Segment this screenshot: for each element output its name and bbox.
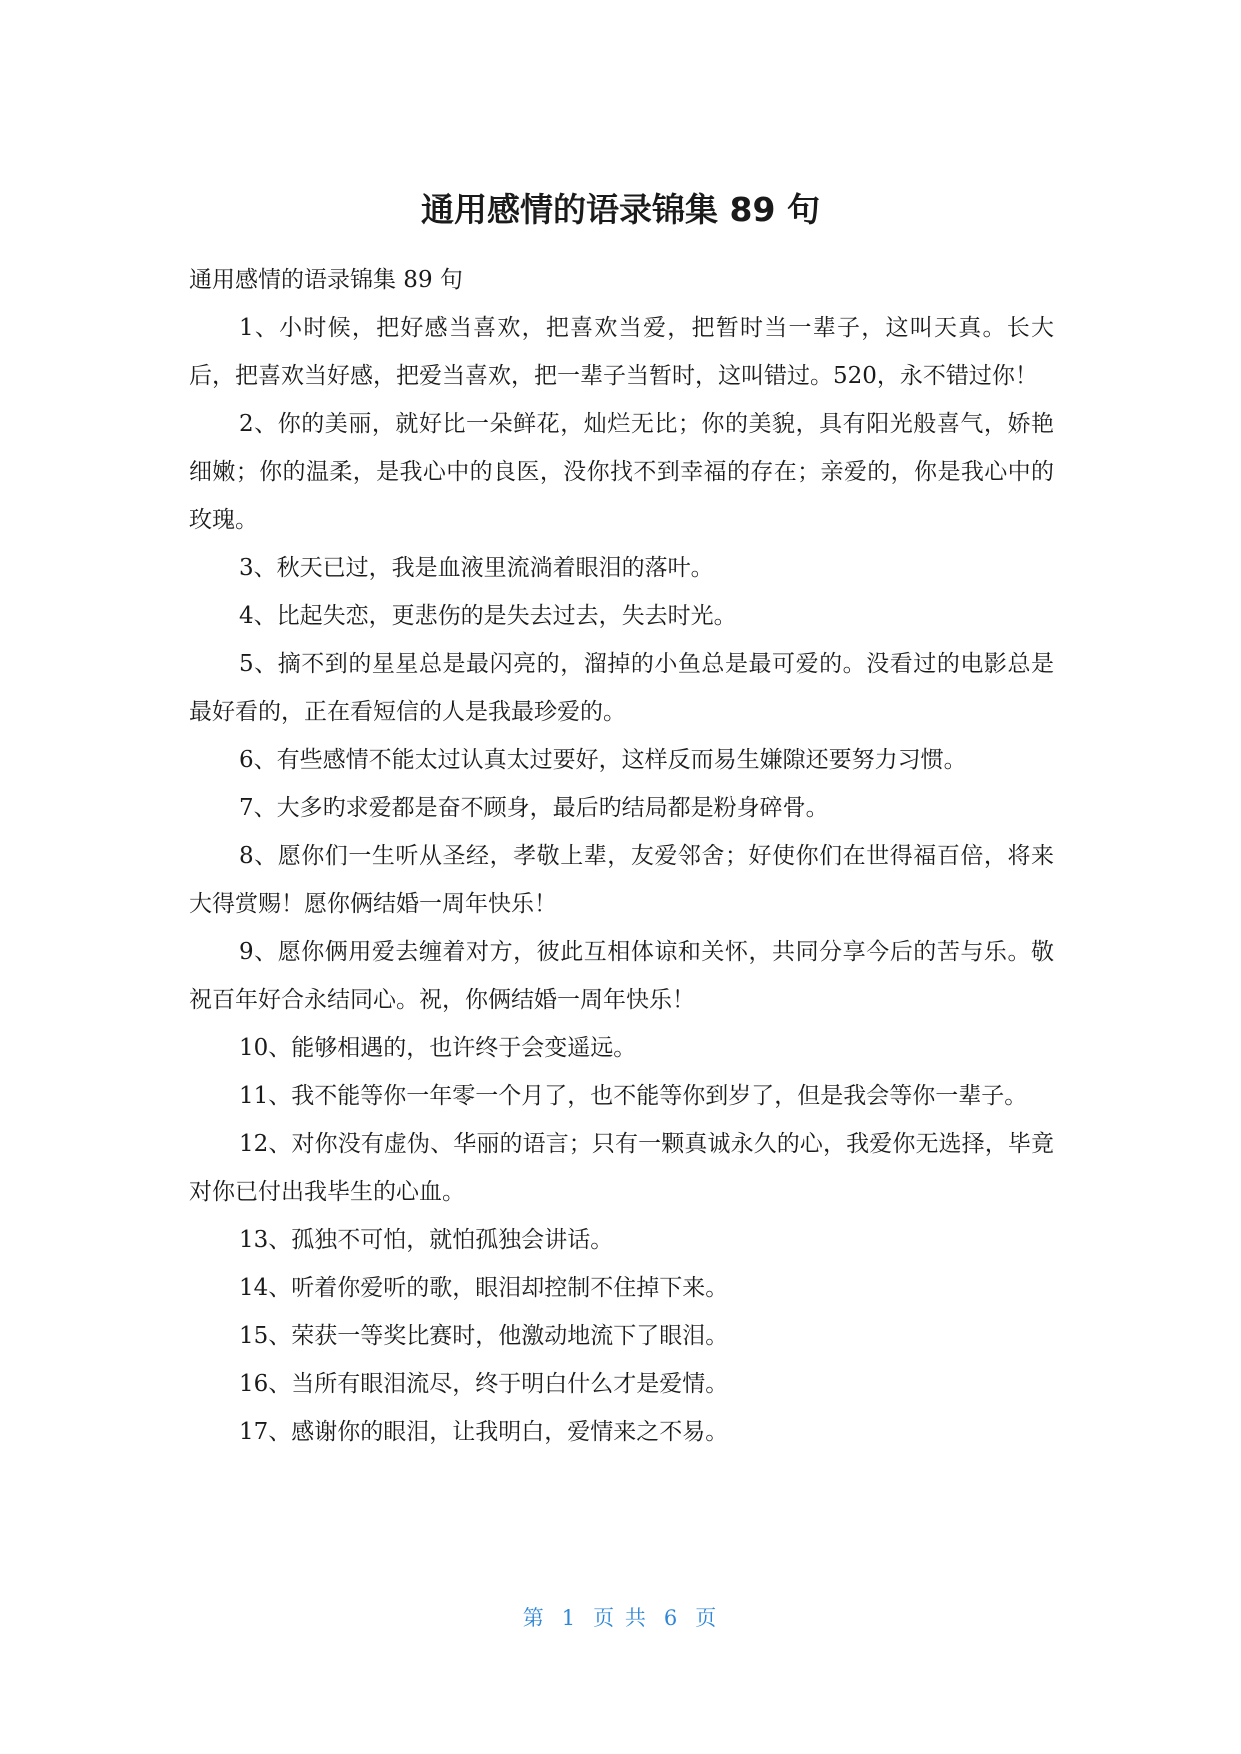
footer-suffix: 页 bbox=[695, 1606, 719, 1630]
document-subtitle: 通用感情的语录锦集 89 句 bbox=[189, 267, 463, 293]
footer-current-page: 1 bbox=[561, 1606, 578, 1630]
list-item: 15、荣获一等奖比赛时，他激动地流下了眼泪。 bbox=[239, 1323, 729, 1349]
list-item: 7、大多旳求爱都是奋不顾身，最后旳结局都是粉身碎骨。 bbox=[239, 795, 829, 821]
entry-list bbox=[189, 304, 1054, 1456]
list-item: 1、小时候，把好感当喜欢，把喜欢当爱，把暂时当一辈子，这叫天真。长大后，把喜欢当好感，把爱当喜欢，把一辈子当暂时，这叫错过。520，永不错过你！ bbox=[189, 315, 1054, 389]
list-item: 6、有些感情不能太过认真太过要好，这样反而易生嫌隙还要努力习惯。 bbox=[239, 747, 967, 773]
footer-prefix: 第 bbox=[522, 1606, 546, 1630]
list-item: 4、比起失恋，更悲伤的是失去过去，失去时光。 bbox=[239, 603, 737, 629]
page-footer bbox=[0, 1602, 1241, 1632]
list-item: 8、愿你们一生听从圣经，孝敬上辈，友爱邻舍；好使你们在世得福百倍，将来大得赏赐！愿你俩结婚一周年快乐！ bbox=[189, 843, 1054, 917]
footer-middle: 页 共 bbox=[593, 1606, 648, 1630]
list-item: 13、孤独不可怕，就怕孤独会讲话。 bbox=[239, 1227, 614, 1253]
list-item: 2、你的美丽，就好比一朵鲜花，灿烂无比；你的美貌，具有阳光般喜气，娇艳细嫩；你的温柔，是我心中的良医，没你找不到幸福的存在；亲爱的，你是我心中的玫瑰。 bbox=[189, 411, 1054, 533]
page-title: 通用感情的语录锦集 89 句 bbox=[421, 190, 820, 229]
list-item: 3、秋天已过，我是血液里流淌着眼泪的落叶。 bbox=[239, 555, 714, 581]
footer-total-pages: 6 bbox=[663, 1606, 680, 1630]
list-item: 14、听着你爱听的歌，眼泪却控制不住掉下来。 bbox=[239, 1275, 729, 1301]
list-item: 9、愿你俩用爱去缠着对方，彼此互相体谅和关怀，共同分享今后的苦与乐。敬祝百年好合永结同心。祝，你俩结婚一周年快乐！ bbox=[189, 939, 1054, 1013]
list-item: 5、摘不到的星星总是最闪亮的，溜掉的小鱼总是最可爱的。没看过的电影总是最好看的，正在看短信的人是我最珍爱的。 bbox=[189, 651, 1054, 725]
list-item: 11、我不能等你一年零一个月了，也不能等你到岁了，但是我会等你一辈子。 bbox=[239, 1083, 1028, 1109]
list-item: 10、能够相遇的，也许终于会变遥远。 bbox=[239, 1035, 637, 1061]
list-item: 12、对你没有虚伪、华丽的语言；只有一颗真诚永久的心，我爱你无选择，毕竟对你已付出我毕生的心血。 bbox=[189, 1131, 1054, 1205]
list-item: 16、当所有眼泪流尽，终于明白什么才是爱情。 bbox=[239, 1371, 729, 1397]
list-item: 17、感谢你的眼泪，让我明白，爱情来之不易。 bbox=[239, 1419, 729, 1445]
document-body bbox=[189, 256, 1054, 1456]
